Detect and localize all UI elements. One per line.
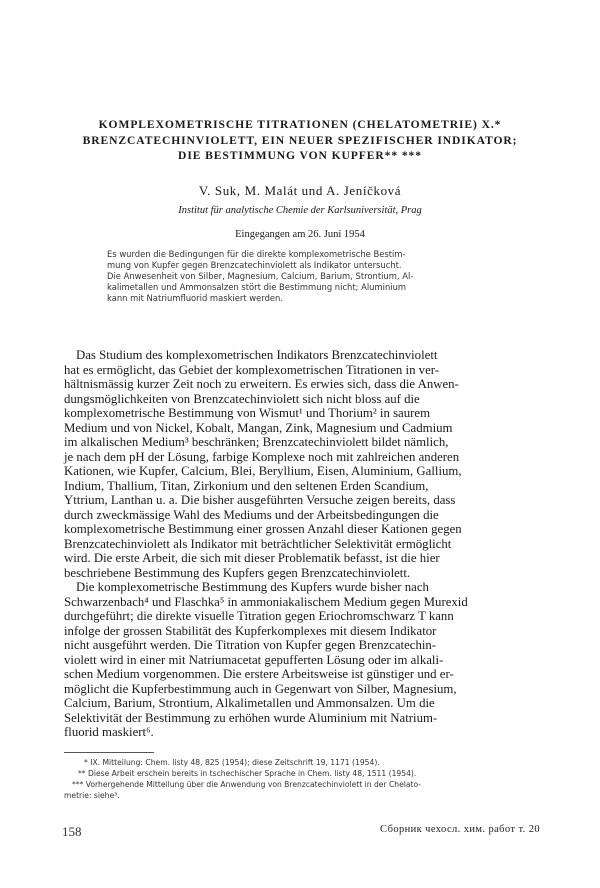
- footnote: metrie: siehe³.: [64, 791, 120, 800]
- body-line: durchgeführt; die direkte visuelle Titration gegen Eriochromschwarz T kann: [64, 609, 454, 623]
- title-line-2: BRENZCATECHINVIOLETT, EIN NEUER SPEZIFISCHER INDIKATOR;: [82, 133, 518, 147]
- title-line-1: KOMPLEXOMETRISCHE TITRATIONEN (CHELATOMETRIE) X.*: [98, 118, 502, 131]
- body-line: hältnismässig kurzer Zeit noch zu erweitern. Es erwies sich, dass die Anwen-: [64, 377, 459, 391]
- body-line: möglicht die Kupferbestimmung auch in Gegenwart von Silber, Magnesium,: [64, 681, 457, 696]
- abstract-line: kalimetallen und Ammonsalzen stört die Bestimmung nicht; Aluminium: [107, 282, 407, 292]
- abstract-line: mung von Kupfer gegen Brenzcatechinviolett als Indikator untersucht.: [107, 260, 402, 270]
- body-line: Kationen, wie Kupfer, Calcium, Blei, Beryllium, Eisen, Aluminium, Gallium,: [64, 464, 462, 478]
- body-line: beschriebene Bestimmung des Kupfers gegen Brenzcatechinviolett.: [64, 565, 411, 580]
- body-line: Das Studium des komplexometrischen Indikators Brenzcatechinviolett: [76, 348, 438, 362]
- abstract-line: Es wurden die Bedingungen für die direkte komplexometrische Bestim-: [107, 249, 406, 259]
- body-line: nicht ausgeführt werden. Die Titration von Kupfer gegen Brenzcatechin-: [64, 638, 437, 652]
- journal-name: Сборник чехосл. хим. работ т. 20: [380, 824, 540, 835]
- paragraph-1: [64, 348, 544, 580]
- footnote-divider: [64, 752, 154, 753]
- page-number: 158: [62, 824, 82, 839]
- body-line: Selektivität der Bestimmung zu erhöhen wurde Aluminium mit Natrium-: [64, 710, 438, 725]
- authors: V. Suk, M. Malát und A. Jeníčková: [198, 183, 402, 198]
- body-line: durch zweckmässige Wahl des Mediums und der Arbeitsbedingungen die: [64, 507, 439, 522]
- body-line: komplexometrische Bestimmung einer grossen Anzahl dieser Kationen gegen: [64, 522, 462, 536]
- body-line: Brenzcatechinviolett als Indikator mit beträchtlicher Selektivität ermöglicht: [64, 536, 452, 551]
- body-line: je nach dem pH der Lösung, farbige Komplexe noch mit zahlreichen anderen: [64, 449, 460, 464]
- footnote: ** Diese Arbeit erschein bereits in tschechischer Sprache in Chem. listy 48, 1511 (1954).: [78, 769, 417, 778]
- body-line: im alkalischen Medium³ beschränken; Brenzcatechinviolett bildet nämlich,: [64, 435, 449, 449]
- body-line: Die komplexometrische Bestimmung des Kupfers wurde bisher nach: [76, 580, 429, 594]
- title-line-3: DIE BESTIMMUNG VON KUPFER** ***: [178, 149, 422, 162]
- abstract-line: kann mit Natriumfluorid maskiert werden.: [107, 293, 284, 303]
- body-line: fluorid maskiert⁶.: [64, 725, 154, 739]
- body-line: dungsmöglichkeiten von Brenzcatechinviolett sich nicht bloss auf die: [64, 391, 420, 406]
- body-line: violett wird in einer mit Natriumacetat gepufferten Lösung oder im alkali-: [64, 652, 444, 667]
- received-date: Eingegangen am 26. Juni 1954: [235, 229, 365, 240]
- body-line: hat es ermöglicht, das Gebiet der komplexometrischen Titrationen in ver-: [64, 362, 440, 377]
- body-line: Calcium, Barium, Strontium, Alkalimetallen und Ammonsalzen. Um die: [64, 696, 435, 710]
- body-line: infolge der grossen Stabilität des Kupferkomplexes mit diesem Indikator: [64, 623, 437, 638]
- body-line: Medium und von Nickel, Kobalt, Mangan, Zink, Magnesium und Cadmium: [64, 420, 453, 435]
- abstract-line: Die Anwesenheit von Silber, Magnesium, Calcium, Barium, Strontium, Al-: [107, 271, 414, 281]
- footnote: * IX. Mitteilung: Chem. listy 48, 825 (1954); diese Zeitschrift 19, 1171 (1954).: [84, 758, 380, 767]
- body-line: schen Medium vorgenommen. Die erstere Arbeitsweise ist günstiger und er-: [64, 667, 454, 681]
- footnote: *** Vorhergehende Mitteilung über die Anwendung von Brenzcatechinviolett in der Chelato-: [72, 780, 422, 789]
- institute: Institut für analytische Chemie der Karlsuniversität, Prag: [178, 205, 422, 216]
- body-line: Indium, Thallium, Titan, Zirkonium und den seltenen Erden Scandium,: [64, 478, 429, 493]
- paragraph-2: [64, 580, 544, 740]
- body-line: Yttrium, Lanthan u. a. Die bisher ausgeführten Versuche zeigen bereits, dass: [64, 493, 456, 507]
- body-line: Schwarzenbach⁴ und Flaschka⁵ in ammoniakalischem Medium gegen Murexid: [64, 594, 468, 609]
- article-title: [50, 117, 550, 164]
- body-text: [64, 348, 544, 740]
- body-line: komplexometrische Bestimmung von Wismut¹ und Thorium² in saurem: [64, 406, 431, 420]
- abstract: [107, 249, 527, 304]
- body-line: wird. Die erste Arbeit, die sich mit dieser Problematik befasst, ist die hier: [64, 551, 440, 565]
- footnotes: [64, 757, 544, 801]
